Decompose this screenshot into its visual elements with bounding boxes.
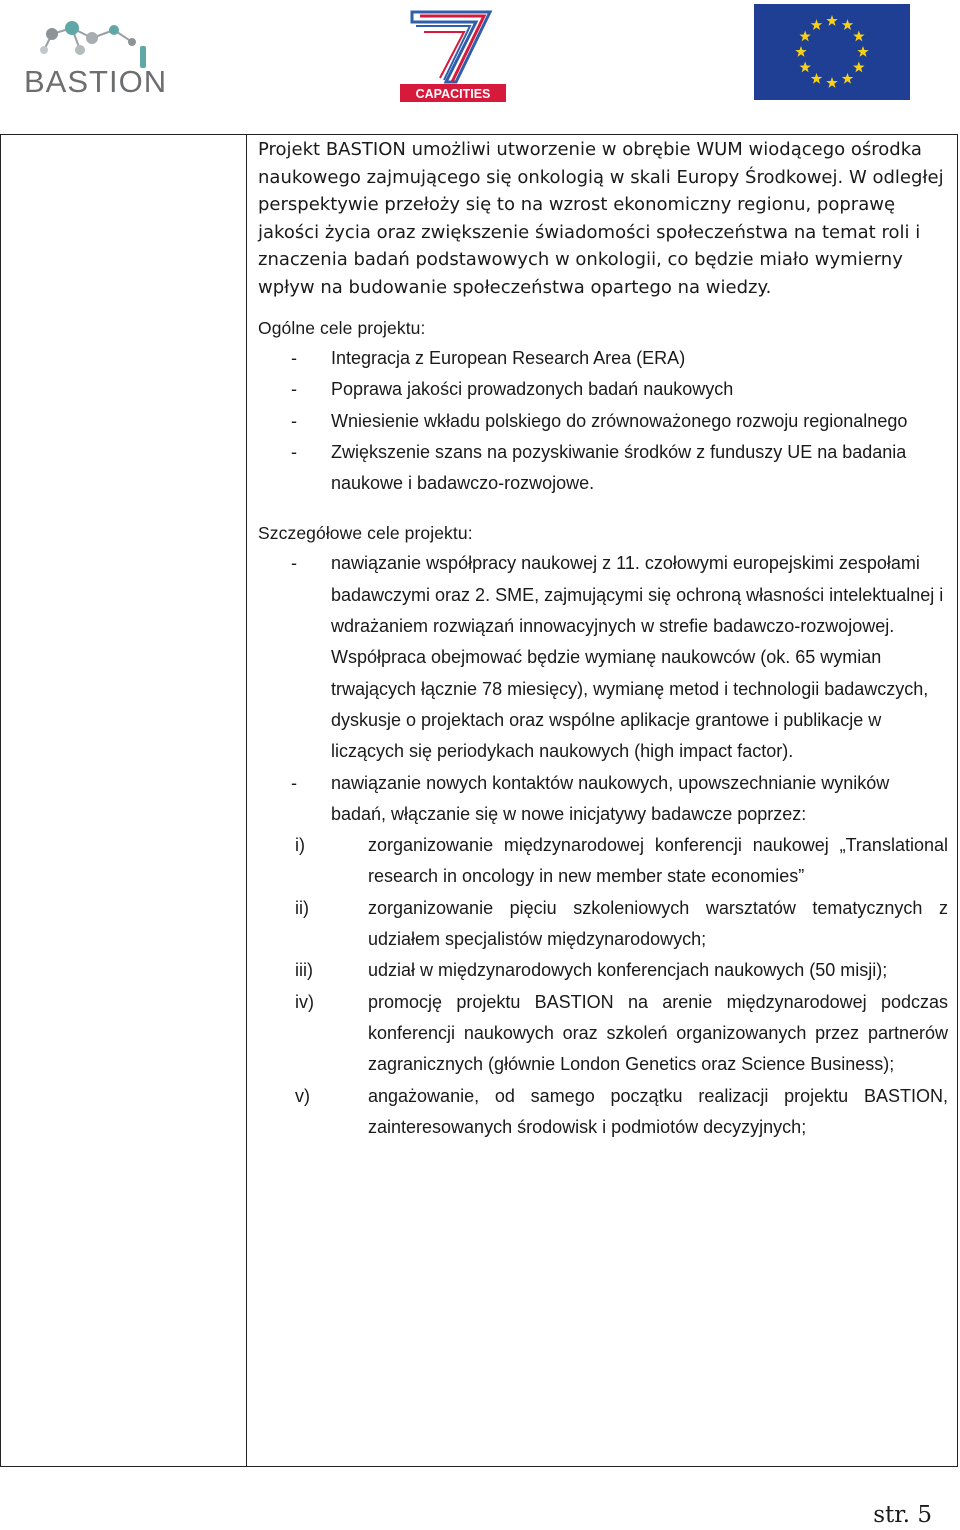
bastion-logo-text: BASTION <box>24 64 168 99</box>
bullet: - <box>291 553 297 574</box>
list-item: - Poprawa jakości prowadzonych badań naukowych <box>258 374 948 405</box>
bullet: - <box>291 379 297 400</box>
sublist-number: ii) <box>295 897 309 918</box>
list-item: - Zwiększenie szans na pozyskiwanie środków z funduszy UE na badania naukowe i badawczo-rozwojowe. <box>258 437 948 500</box>
specific-goals-heading: Szczegółowe cele projektu: <box>258 523 473 544</box>
general-goals-heading: Ogólne cele projektu: <box>258 318 426 338</box>
bullet: - <box>291 410 297 431</box>
sublist-number: i) <box>295 835 305 856</box>
sublist-number: iv) <box>295 991 314 1012</box>
sublist-item: iii) udział w międzynarodowych konferencjach naukowych (50 misji); <box>258 955 948 986</box>
fp7-capacities-logo <box>394 6 512 104</box>
sublist-item: i) zorganizowanie międzynarodowej konferencji naukowej „Translational research in oncology in new member state economies” <box>258 830 948 893</box>
page-header <box>0 0 960 110</box>
content-cell <box>258 136 948 1143</box>
table-column-divider <box>246 135 247 1466</box>
sublist-item: v) angażowanie, od samego początku realizacji projektu BASTION, zainteresowanych środowisk i podmiotów decyzyjnych; <box>258 1081 948 1144</box>
sublist-number: v) <box>295 1085 310 1106</box>
specific-goals-sublist <box>258 830 948 1143</box>
fp7-logo-text: CAPACITIES <box>415 87 491 101</box>
bullet: - <box>291 348 297 368</box>
sublist-number: iii) <box>295 960 313 981</box>
general-goals-list <box>258 343 948 499</box>
list-item: - nawiązanie współpracy naukowej z 11. czołowymi europejskimi zespołami badawczymi oraz 2. SME, zajmującymi się ochroną własności intelektualnej i wdrażaniem rozwiązań innowacyjnych w strefie badawczo-rozwojowej. Współpraca obejmować będzie wymianę naukowców (ok. 65 wymian trwających łącznie 78 miesięcy), wymianę metod i technologii badawczych, dyskusje o projektach oraz wspólne aplikacje grantowe i publikacje w liczących się periodykach naukowych (high impact factor). <box>258 548 948 767</box>
sublist-item: iv) promocję projektu BASTION na arenie międzynarodowej podczas konferencji naukowych oraz szkoleń organizowanych przez partnerów zagranicznych (głównie London Genetics oraz Science Business); <box>258 987 948 1081</box>
page-number: str. 5 <box>873 1502 932 1528</box>
molecule-icon <box>40 21 146 68</box>
seven-icon <box>412 12 490 82</box>
specific-goals-list <box>258 548 948 1143</box>
intro-paragraph: Projekt BASTION umożliwi utworzenie w obrębie WUM wiodącego ośrodka naukowego zajmującego się onkologią w skali Europy Środkowej. W odległej perspektywie przełoży się to na wzrost ekonomiczny regionu, poprawę jakości życia oraz zwiększenie świadomości społeczeństwa na temat roli i znaczenia badań podstawowych w onkologii, co będzie miało wymierny wpływ na budowanie społeczeństwa opartego na wiedzy. <box>258 139 944 298</box>
list-item: - Wniesienie wkładu polskiego do zrównoważonego rozwoju regionalnego <box>258 406 948 437</box>
eu-flag <box>754 4 910 100</box>
sublist-item: ii) zorganizowanie pięciu szkoleniowych warsztatów tematycznych z udziałem specjalistów międzynarodowych; <box>258 893 948 956</box>
list-item: - Integracja z European Research Area (ERA) <box>258 343 948 374</box>
bastion-logo <box>22 16 182 100</box>
bullet: - <box>291 441 297 462</box>
list-item: - nawiązanie nowych kontaktów naukowych, upowszechnianie wyników badań, włączanie się w nowe inicjatywy badawcze poprzez: i) zorganizowanie międzynarodowej konferencji naukowej „Translational research in oncology in new member state economies” ii) zorganizowanie pięciu szkoleniowych warsztatów tematycznych z udziałem specjalistów międzynarodowych; iii) udział w międzynarodowych konferencjach naukowych (50 misji); iv) promocję projektu BASTION na arenie międzynarodowej podczas konferencji naukowych oraz szkoleń organizowanych przez partnerów zagranicznych (głównie London Genetics oraz Science Business); v) angażowanie, od samego początku realizacji projektu BASTION, zainteresowanych środowisk i podmiotów decyzyjnych; <box>258 768 948 1144</box>
bullet: - <box>291 772 297 793</box>
